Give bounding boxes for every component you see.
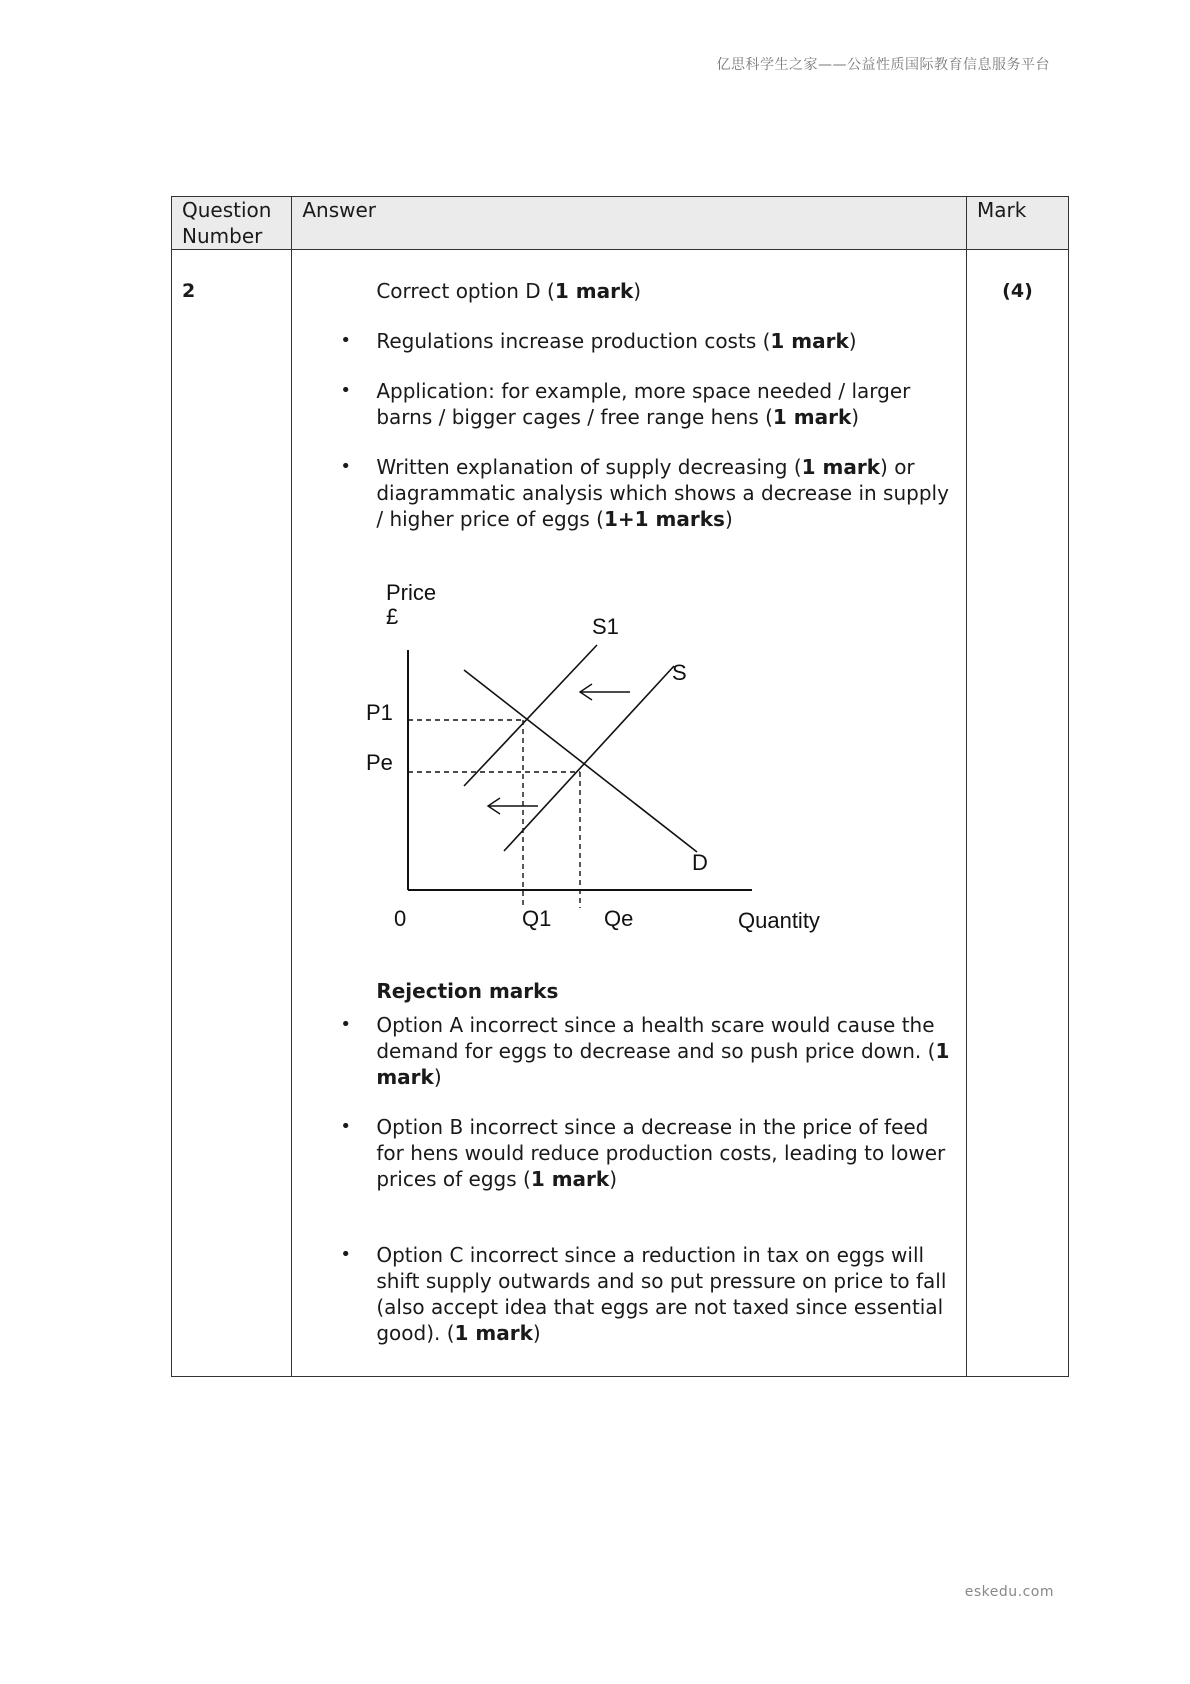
s-label: S bbox=[672, 660, 688, 685]
new-supply-curve bbox=[464, 645, 597, 786]
bullet-mark-2: 1+1 marks bbox=[603, 507, 725, 531]
mark-value: (4) bbox=[966, 250, 1068, 1377]
demand-curve bbox=[464, 670, 697, 852]
mark-scheme-table bbox=[171, 196, 1069, 1377]
bullet-mark: 1 mark bbox=[454, 1321, 533, 1345]
pe-label: Pe bbox=[366, 750, 394, 775]
rejection-bullet-b bbox=[376, 1114, 950, 1192]
rejection-heading: Rejection marks bbox=[376, 979, 559, 1003]
shift-arrow-lower bbox=[488, 798, 538, 814]
bullet-mark: 1 mark bbox=[530, 1167, 610, 1191]
bullet-end: ) bbox=[609, 1167, 618, 1191]
rejection-bullet-a bbox=[376, 1012, 950, 1090]
bullet-text: Written explanation of supply decreasing ( bbox=[376, 455, 802, 479]
q1-label: Q1 bbox=[522, 906, 552, 931]
bullet-mark: 1 mark bbox=[770, 329, 849, 353]
bullet-end: ) bbox=[724, 507, 733, 531]
bullet-text: Option B incorrect since a decrease in the price of feed for hens would reduce production costs, leading to lower prices of eggs ( bbox=[376, 1115, 946, 1191]
bullet-end: ) bbox=[433, 1065, 442, 1089]
bullet-mid: ) or diagrammatic analysis which shows a decrease in supply / higher price of eggs ( bbox=[376, 455, 949, 531]
supply-demand-svg bbox=[292, 560, 948, 960]
answer-bullet-1 bbox=[376, 328, 950, 354]
correct-option-text: Correct option D ( bbox=[376, 279, 555, 303]
origin-label: 0 bbox=[394, 906, 407, 931]
bullet-text: Option A incorrect since a health scare would cause the demand for eggs to decrease and so push price down. ( bbox=[376, 1013, 936, 1063]
rejection-bullet-c bbox=[376, 1242, 950, 1346]
supply-demand-diagram bbox=[292, 560, 948, 960]
correct-option-line bbox=[376, 278, 950, 304]
bullet-text: Regulations increase production costs ( bbox=[376, 329, 771, 353]
s1-label: S1 bbox=[592, 614, 620, 639]
table-header-row bbox=[172, 197, 1069, 250]
d-label: D bbox=[692, 850, 709, 875]
correct-option-mark: 1 mark bbox=[554, 279, 634, 303]
p1-label: P1 bbox=[366, 700, 394, 725]
bullet-mark: 1 mark bbox=[801, 455, 881, 479]
currency-label: £ bbox=[386, 604, 399, 629]
mark-header: Mark bbox=[966, 197, 1068, 250]
footer-watermark: eskedu.com bbox=[964, 1584, 1054, 1600]
bullet-end: ) bbox=[848, 329, 857, 353]
correct-option-end: ) bbox=[633, 279, 642, 303]
answer-cell bbox=[292, 250, 967, 1377]
bullet-mark: 1 mark bbox=[376, 1039, 950, 1089]
answer-bullet-3 bbox=[376, 454, 950, 532]
bullet-end: ) bbox=[851, 405, 860, 429]
header-watermark: 亿思科学生之家——公益性质国际教育信息服务平台 bbox=[716, 57, 1050, 73]
question-number: 2 bbox=[172, 250, 292, 1377]
question-number-header: Question Number bbox=[172, 197, 292, 250]
qe-label: Qe bbox=[604, 906, 634, 931]
bullet-text: Application: for example, more space needed / larger barns / bigger cages / free range hens ( bbox=[376, 379, 911, 429]
shift-arrow-upper bbox=[580, 684, 630, 700]
supply-curve bbox=[504, 666, 674, 851]
bullet-text: Option C incorrect since a reduction in tax on eggs will shift supply outwards and so put pressure on price to fall (also accept idea that eggs are not taxed since essential good). ( bbox=[376, 1243, 947, 1345]
answer-bullet-2 bbox=[376, 378, 950, 430]
question-row bbox=[172, 250, 1069, 1377]
bullet-end: ) bbox=[532, 1321, 541, 1345]
answer-header: Answer bbox=[292, 197, 967, 250]
bullet-mark: 1 mark bbox=[772, 405, 852, 429]
quantity-axis-label: Quantity bbox=[738, 908, 821, 933]
price-axis-label: Price bbox=[386, 580, 437, 605]
